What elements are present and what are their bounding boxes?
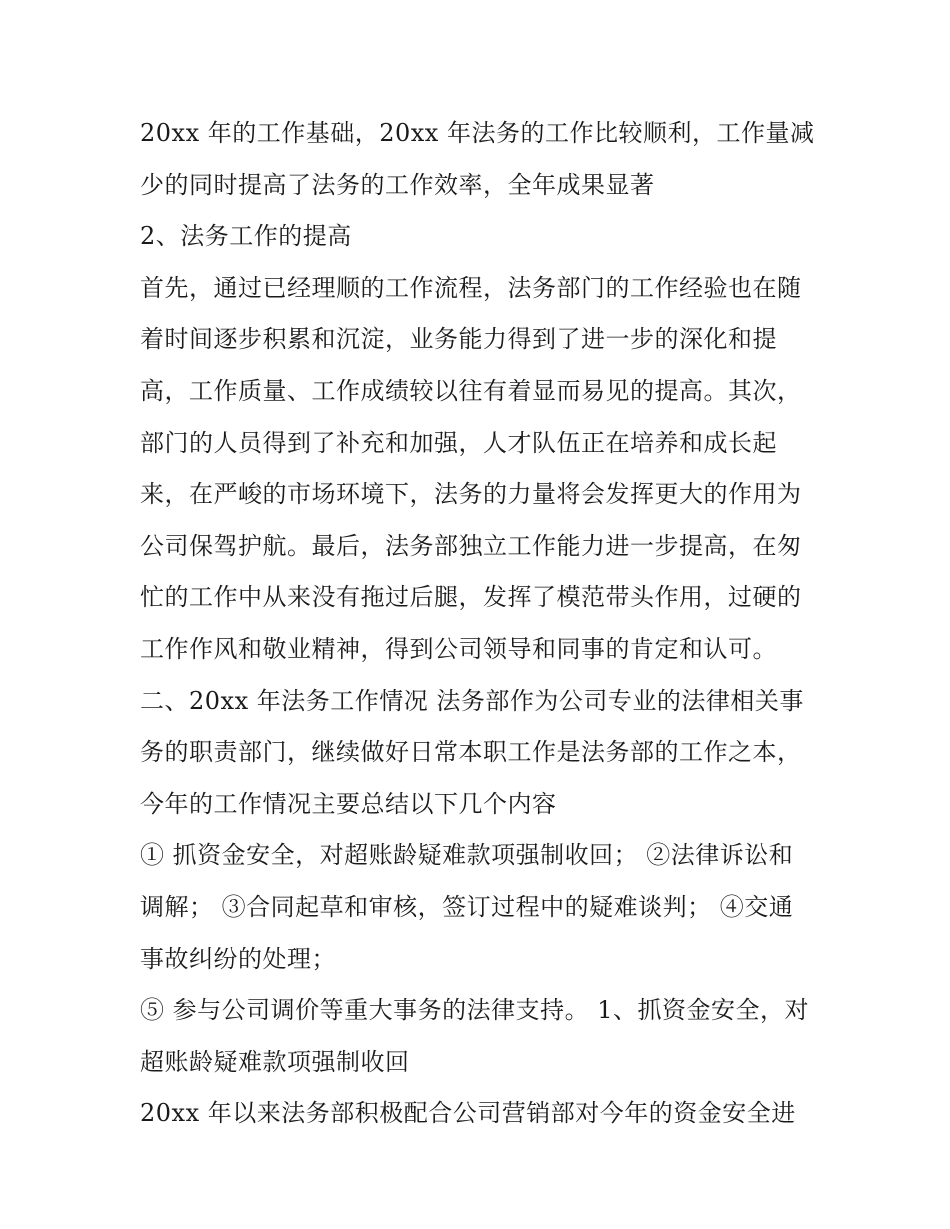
- text-line: 20xx 年的工作基础，20xx 年法务的工作比较顺利，工作量减: [140, 119, 815, 147]
- text-line: 今年的工作情况主要总结以下几个内容: [140, 789, 557, 818]
- text-line: 公司保驾护航。最后，法务部独立工作能力进一步提高，在匆: [140, 531, 802, 560]
- text-line: 来，在严峻的市场环境下，法务的力量将会发挥更大的作用为: [140, 480, 802, 509]
- text-line: 首先，通过已经理顺的工作流程，法务部门的工作经验也在随: [140, 273, 802, 302]
- document-body: [140, 108, 830, 1140]
- text-line: 工作作风和敬业精神，得到公司领导和同事的肯定和认可。: [140, 634, 777, 663]
- list-item: 调解； ③合同起草和审核，签订过程中的疑难谈判； ④交通: [140, 892, 794, 921]
- text-line: 高，工作质量、工作成绩较以往有着显而易见的提高。其次，: [140, 376, 802, 405]
- section-heading: 二、20xx 年法务工作情况 法务部作为公司专业的法律相关事: [140, 686, 804, 715]
- text-line: 少的同时提高了法务的工作效率，全年成果显著: [140, 170, 655, 199]
- text-line: 20xx 年以来法务部积极配合公司营销部对今年的资金安全进: [140, 1099, 796, 1128]
- text-line: 忙的工作中从来没有拖过后腿，发挥了模范带头作用，过硬的: [140, 583, 802, 612]
- text-line: 着时间逐步积累和沉淀，业务能力得到了进一步的深化和提: [140, 325, 777, 354]
- text-line: 部门的人员得到了补充和加强，人才队伍正在培养和成长起: [140, 428, 777, 457]
- list-item: 事故纠纷的处理；: [140, 944, 336, 973]
- section-heading: 2、法务工作的提高: [140, 222, 352, 251]
- list-item: ⑤ 参与公司调价等重大事务的法律支持。 1、抓资金安全，对: [140, 996, 810, 1025]
- text-line: 超账龄疑难款项强制收回: [140, 1047, 410, 1076]
- list-item: ① 抓资金安全，对超账龄疑难款项强制收回； ②法律诉讼和: [140, 841, 794, 870]
- text-line: 务的职责部门，继续做好日常本职工作是法务部的工作之本，: [140, 738, 802, 767]
